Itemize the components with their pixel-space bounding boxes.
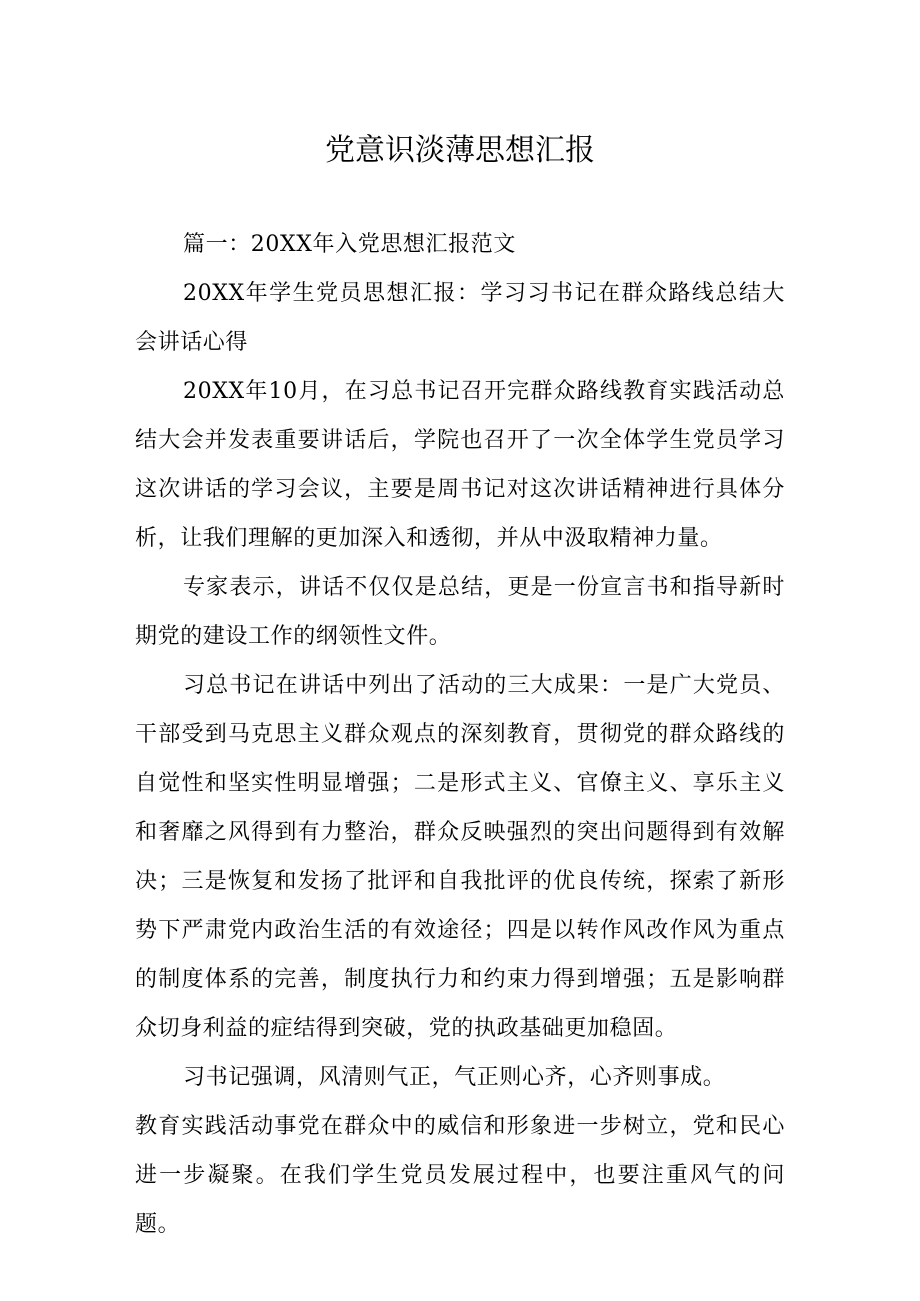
document-title: 党意识淡薄思想汇报 <box>325 133 595 168</box>
paragraph-expert-view: 专家表示，讲话不仅仅是总结，更是一份宣言书和指导新时期党的建设工作的纲领性文件。 <box>135 575 785 649</box>
document-body <box>135 220 785 1249</box>
paragraph-conclusion: 教育实践活动事党在群众中的威信和形象进一步树立，党和民心进一步凝聚。在我们学生党员发展过程中，也要注重风气的问题。 <box>135 1114 785 1237</box>
paragraph-emphasis: 习书记强调，风清则气正，气正则心齐，心齐则事成。 <box>183 1065 726 1090</box>
paragraph-report-title: 20XX年学生党员思想汇报：学习习书记在群众路线总结大会讲话心得 <box>135 281 785 355</box>
paragraph-meeting-background: 20XX年10月，在习总书记召开完群众路线教育实践活动总结大会并发表重要讲话后，学院也召开了一次全体学生党员学习这次讲话的学习会议，主要是周书记对这次讲话精神进行具体分析，让我们理解的更加深入和透彻，并从中汲取精神力量。 <box>135 379 785 551</box>
paragraph-three-achievements: 习总书记在讲话中列出了活动的三大成果：一是广大党员、干部受到马克思主义群众观点的深刻教育，贯彻党的群众路线的自觉性和坚实性明显增强；二是形式主义、官僚主义、享乐主义和奢靡之风得到有力整治，群众反映强烈的突出问题得到有效解决；三是恢复和发扬了批评和自我批评的优良传统，探索了新形势下严肃党内政治生活的有效途径；四是以转作风改作风为重点的制度体系的完善，制度执行力和约束力得到增强；五是影响群众切身利益的症结得到突破，党的执政基础更加稳固。 <box>135 673 785 1041</box>
paragraph-section-heading: 篇一：20XX年入党思想汇报范文 <box>183 232 516 257</box>
